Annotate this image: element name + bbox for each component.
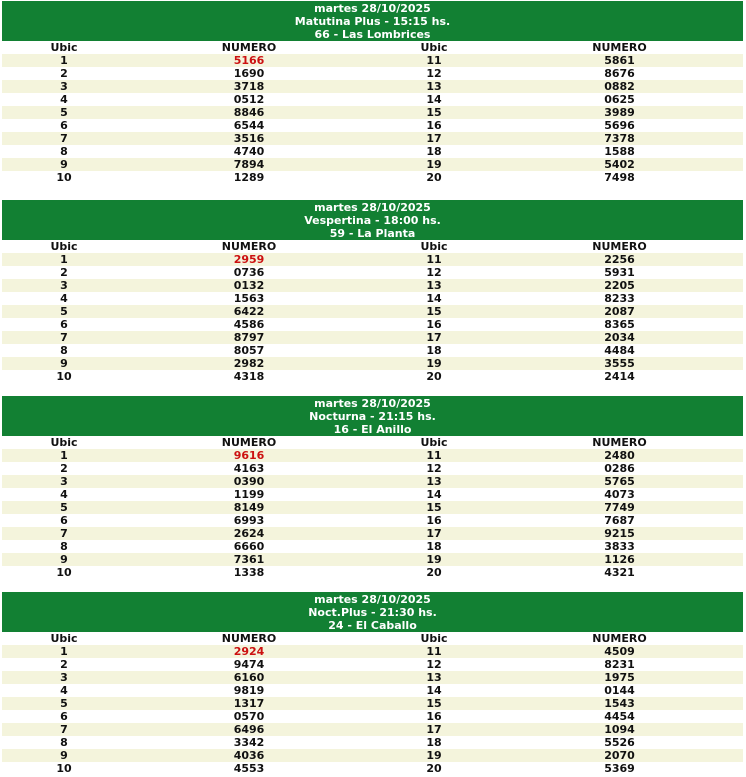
ubic-cell: 2 bbox=[60, 67, 68, 80]
ubic-cell: 3 bbox=[60, 279, 68, 292]
ubic-cell: 6 bbox=[60, 119, 68, 132]
number-cell: 1289 bbox=[233, 171, 265, 184]
result-row bbox=[2, 710, 743, 723]
ubic-cell: 20 bbox=[426, 370, 442, 383]
number-cell: 0286 bbox=[604, 462, 635, 475]
ubic-cell: 2 bbox=[60, 266, 68, 279]
number-cell: 1317 bbox=[233, 697, 265, 710]
ubic-cell: 11 bbox=[426, 253, 442, 266]
ubic-cell: 19 bbox=[426, 357, 442, 370]
result-row bbox=[2, 292, 743, 305]
ubic-cell: 12 bbox=[426, 67, 442, 80]
result-row bbox=[2, 344, 743, 357]
number-cell: 6660 bbox=[233, 540, 265, 553]
number-cell: 3555 bbox=[604, 357, 635, 370]
number-cell: 2256 bbox=[604, 253, 635, 266]
ubic-cell: 19 bbox=[426, 553, 442, 566]
column-header-row bbox=[2, 41, 743, 54]
ubic-cell: 18 bbox=[426, 540, 442, 553]
result-row bbox=[2, 697, 743, 710]
ubic-cell: 8 bbox=[60, 145, 68, 158]
number-cell: 3342 bbox=[233, 736, 265, 749]
ubic-cell: 4 bbox=[60, 488, 68, 501]
ubic-cell: 9 bbox=[60, 553, 68, 566]
ubic-cell: 17 bbox=[426, 132, 442, 145]
ubic-cell: 20 bbox=[426, 762, 442, 775]
number-cell: 2087 bbox=[604, 305, 635, 318]
number-cell: 2070 bbox=[604, 749, 635, 762]
column-header-row bbox=[2, 632, 743, 645]
draw-session: Nocturna - 21:15 hs. bbox=[309, 409, 436, 423]
numero-header: NUMERO bbox=[592, 41, 647, 54]
draw-header bbox=[2, 200, 743, 240]
number-cell: 7687 bbox=[604, 514, 635, 527]
number-cell: 6160 bbox=[233, 671, 265, 684]
result-row bbox=[2, 462, 743, 475]
number-cell: 0882 bbox=[604, 80, 635, 93]
number-cell: 0512 bbox=[233, 93, 265, 106]
ubic-cell: 8 bbox=[60, 540, 68, 553]
result-row bbox=[2, 132, 743, 145]
number-cell: 8846 bbox=[233, 106, 265, 119]
ubic-cell: 9 bbox=[60, 357, 68, 370]
number-cell: 5931 bbox=[604, 266, 635, 279]
ubic-cell: 9 bbox=[60, 749, 68, 762]
ubic-cell: 10 bbox=[56, 171, 72, 184]
ubic-cell: 8 bbox=[60, 344, 68, 357]
ubic-cell: 7 bbox=[60, 527, 68, 540]
number-cell: 0144 bbox=[604, 684, 635, 697]
ubic-cell: 10 bbox=[56, 566, 72, 579]
result-row bbox=[2, 253, 743, 266]
number-cell: 4586 bbox=[233, 318, 265, 331]
number-cell: 2480 bbox=[604, 449, 635, 462]
number-cell: 5402 bbox=[604, 158, 635, 171]
result-row bbox=[2, 501, 743, 514]
draw-date: martes 28/10/2025 bbox=[314, 396, 431, 410]
result-row bbox=[2, 684, 743, 697]
number-cell: 6993 bbox=[233, 514, 265, 527]
ubic-cell: 19 bbox=[426, 158, 442, 171]
ubic-cell: 17 bbox=[426, 331, 442, 344]
draw-table bbox=[2, 396, 743, 579]
ubic-cell: 11 bbox=[426, 54, 442, 67]
result-row bbox=[2, 723, 743, 736]
ubic-cell: 11 bbox=[426, 449, 442, 462]
number-cell: 4321 bbox=[604, 566, 635, 579]
result-row bbox=[2, 266, 743, 279]
draw-session: Vespertina - 18:00 hs. bbox=[304, 213, 441, 227]
ubic-cell: 14 bbox=[426, 93, 442, 106]
ubic-header: Ubic bbox=[50, 41, 78, 54]
column-header-row bbox=[2, 436, 743, 449]
draw-header bbox=[2, 1, 743, 41]
result-row bbox=[2, 762, 743, 775]
ubic-cell: 16 bbox=[426, 514, 442, 527]
draw-winner: 66 - Las Lombrices bbox=[314, 27, 431, 41]
ubic-cell: 4 bbox=[60, 93, 68, 106]
ubic-cell: 7 bbox=[60, 132, 68, 145]
number-cell: 9474 bbox=[233, 658, 265, 671]
draw-header bbox=[2, 396, 743, 436]
result-row bbox=[2, 305, 743, 318]
ubic-cell: 7 bbox=[60, 331, 68, 344]
result-row bbox=[2, 671, 743, 684]
ubic-cell: 16 bbox=[426, 710, 442, 723]
draw-table bbox=[2, 1, 743, 184]
number-cell: 8676 bbox=[604, 67, 635, 80]
result-row bbox=[2, 106, 743, 119]
ubic-cell: 12 bbox=[426, 266, 442, 279]
number-cell: 1094 bbox=[604, 723, 635, 736]
result-row bbox=[2, 736, 743, 749]
ubic-header: Ubic bbox=[50, 436, 78, 449]
ubic-cell: 9 bbox=[60, 158, 68, 171]
ubic-cell: 15 bbox=[426, 501, 442, 514]
ubic-header: Ubic bbox=[50, 632, 78, 645]
ubic-cell: 17 bbox=[426, 527, 442, 540]
first-prize-number: 5166 bbox=[233, 54, 265, 67]
numero-header: NUMERO bbox=[592, 240, 647, 253]
ubic-cell: 5 bbox=[60, 305, 68, 318]
numero-header: NUMERO bbox=[221, 632, 277, 645]
number-cell: 1126 bbox=[604, 553, 635, 566]
result-row bbox=[2, 475, 743, 488]
ubic-cell: 15 bbox=[426, 106, 442, 119]
ubic-cell: 6 bbox=[60, 514, 68, 527]
result-row bbox=[2, 93, 743, 106]
ubic-cell: 18 bbox=[426, 736, 442, 749]
number-cell: 5696 bbox=[604, 119, 635, 132]
number-cell: 4036 bbox=[233, 749, 265, 762]
number-cell: 6544 bbox=[233, 119, 265, 132]
ubic-cell: 15 bbox=[426, 697, 442, 710]
number-cell: 4553 bbox=[233, 762, 265, 775]
ubic-header: Ubic bbox=[420, 632, 448, 645]
draw-header bbox=[2, 592, 743, 632]
number-cell: 4318 bbox=[233, 370, 265, 383]
ubic-header: Ubic bbox=[420, 436, 448, 449]
ubic-cell: 19 bbox=[426, 749, 442, 762]
result-row bbox=[2, 357, 743, 370]
result-row bbox=[2, 54, 743, 67]
number-cell: 3833 bbox=[604, 540, 635, 553]
number-cell: 2982 bbox=[233, 357, 265, 370]
number-cell: 3989 bbox=[604, 106, 635, 119]
number-cell: 6422 bbox=[233, 305, 265, 318]
ubic-cell: 11 bbox=[426, 645, 442, 658]
ubic-cell: 1 bbox=[60, 449, 68, 462]
ubic-cell: 13 bbox=[426, 671, 442, 684]
number-cell: 4740 bbox=[233, 145, 265, 158]
ubic-cell: 3 bbox=[60, 475, 68, 488]
number-cell: 2624 bbox=[233, 527, 265, 540]
ubic-cell: 20 bbox=[426, 566, 442, 579]
number-cell: 1690 bbox=[233, 67, 265, 80]
number-cell: 8797 bbox=[233, 331, 265, 344]
number-cell: 0570 bbox=[233, 710, 265, 723]
number-cell: 3718 bbox=[233, 80, 265, 93]
result-row bbox=[2, 749, 743, 762]
result-row bbox=[2, 488, 743, 501]
ubic-cell: 16 bbox=[426, 119, 442, 132]
ubic-cell: 3 bbox=[60, 80, 68, 93]
number-cell: 1975 bbox=[604, 671, 635, 684]
result-row bbox=[2, 540, 743, 553]
ubic-cell: 3 bbox=[60, 671, 68, 684]
number-cell: 4484 bbox=[604, 344, 635, 357]
result-row bbox=[2, 331, 743, 344]
number-cell: 4509 bbox=[604, 645, 635, 658]
result-row bbox=[2, 119, 743, 132]
numero-header: NUMERO bbox=[592, 436, 647, 449]
draw-winner: 59 - La Planta bbox=[329, 226, 416, 240]
ubic-cell: 12 bbox=[426, 462, 442, 475]
draw-table bbox=[2, 200, 743, 383]
ubic-cell: 4 bbox=[60, 292, 68, 305]
number-cell: 2205 bbox=[604, 279, 635, 292]
first-prize-number: 2924 bbox=[233, 645, 265, 658]
number-cell: 7361 bbox=[233, 553, 265, 566]
number-cell: 8233 bbox=[604, 292, 635, 305]
column-header-row bbox=[2, 240, 743, 253]
number-cell: 6496 bbox=[233, 723, 265, 736]
number-cell: 1563 bbox=[233, 292, 265, 305]
draw-date: martes 28/10/2025 bbox=[314, 200, 431, 214]
ubic-cell: 5 bbox=[60, 106, 68, 119]
ubic-cell: 12 bbox=[426, 658, 442, 671]
first-prize-number: 2959 bbox=[233, 253, 265, 266]
number-cell: 2414 bbox=[604, 370, 635, 383]
ubic-cell: 14 bbox=[426, 292, 442, 305]
ubic-cell: 6 bbox=[60, 710, 68, 723]
ubic-cell: 17 bbox=[426, 723, 442, 736]
number-cell: 3516 bbox=[233, 132, 265, 145]
number-cell: 7749 bbox=[604, 501, 635, 514]
result-row bbox=[2, 645, 743, 658]
number-cell: 5861 bbox=[604, 54, 635, 67]
ubic-header: Ubic bbox=[420, 41, 448, 54]
number-cell: 9215 bbox=[604, 527, 635, 540]
result-row bbox=[2, 171, 743, 184]
ubic-cell: 14 bbox=[426, 488, 442, 501]
number-cell: 0736 bbox=[233, 266, 265, 279]
result-row bbox=[2, 279, 743, 292]
result-row bbox=[2, 318, 743, 331]
number-cell: 0132 bbox=[233, 279, 265, 292]
result-row bbox=[2, 158, 743, 171]
ubic-cell: 1 bbox=[60, 645, 68, 658]
result-row bbox=[2, 553, 743, 566]
draw-winner: 24 - El Caballo bbox=[328, 618, 417, 632]
number-cell: 1199 bbox=[233, 488, 265, 501]
number-cell: 2034 bbox=[604, 331, 635, 344]
ubic-cell: 18 bbox=[426, 145, 442, 158]
number-cell: 5765 bbox=[604, 475, 635, 488]
number-cell: 5526 bbox=[604, 736, 635, 749]
numero-header: NUMERO bbox=[221, 240, 277, 253]
draw-winner: 16 - El Anillo bbox=[333, 422, 412, 436]
ubic-cell: 1 bbox=[60, 253, 68, 266]
ubic-cell: 18 bbox=[426, 344, 442, 357]
ubic-cell: 10 bbox=[56, 762, 72, 775]
number-cell: 0625 bbox=[604, 93, 635, 106]
ubic-cell: 4 bbox=[60, 684, 68, 697]
numero-header: NUMERO bbox=[592, 632, 647, 645]
ubic-cell: 20 bbox=[426, 171, 442, 184]
number-cell: 5369 bbox=[604, 762, 635, 775]
result-row bbox=[2, 67, 743, 80]
result-row bbox=[2, 370, 743, 383]
number-cell: 1543 bbox=[604, 697, 635, 710]
result-row bbox=[2, 514, 743, 527]
ubic-header: Ubic bbox=[50, 240, 78, 253]
draw-session: Matutina Plus - 15:15 hs. bbox=[294, 14, 451, 28]
number-cell: 4073 bbox=[604, 488, 635, 501]
result-row bbox=[2, 80, 743, 93]
ubic-cell: 13 bbox=[426, 475, 442, 488]
number-cell: 7378 bbox=[604, 132, 635, 145]
result-row bbox=[2, 658, 743, 671]
number-cell: 8365 bbox=[604, 318, 635, 331]
number-cell: 7894 bbox=[233, 158, 265, 171]
number-cell: 0390 bbox=[233, 475, 265, 488]
numero-header: NUMERO bbox=[221, 41, 277, 54]
numero-header: NUMERO bbox=[221, 436, 277, 449]
ubic-cell: 7 bbox=[60, 723, 68, 736]
ubic-cell: 10 bbox=[56, 370, 72, 383]
ubic-cell: 2 bbox=[60, 462, 68, 475]
ubic-cell: 8 bbox=[60, 736, 68, 749]
draw-session: Noct.Plus - 21:30 hs. bbox=[308, 605, 437, 619]
number-cell: 8149 bbox=[233, 501, 265, 514]
ubic-cell: 5 bbox=[60, 501, 68, 514]
draw-table bbox=[2, 592, 743, 775]
result-row bbox=[2, 449, 743, 462]
draw-date: martes 28/10/2025 bbox=[314, 1, 431, 15]
ubic-cell: 16 bbox=[426, 318, 442, 331]
number-cell: 8057 bbox=[233, 344, 265, 357]
number-cell: 9819 bbox=[233, 684, 265, 697]
number-cell: 4454 bbox=[604, 710, 635, 723]
result-row bbox=[2, 145, 743, 158]
ubic-cell: 13 bbox=[426, 80, 442, 93]
ubic-cell: 2 bbox=[60, 658, 68, 671]
ubic-cell: 1 bbox=[60, 54, 68, 67]
first-prize-number: 9616 bbox=[233, 449, 265, 462]
ubic-cell: 5 bbox=[60, 697, 68, 710]
number-cell: 1338 bbox=[233, 566, 265, 579]
ubic-cell: 13 bbox=[426, 279, 442, 292]
result-row bbox=[2, 566, 743, 579]
number-cell: 4163 bbox=[233, 462, 265, 475]
ubic-header: Ubic bbox=[420, 240, 448, 253]
number-cell: 8231 bbox=[604, 658, 635, 671]
number-cell: 7498 bbox=[604, 171, 635, 184]
result-row bbox=[2, 527, 743, 540]
number-cell: 1588 bbox=[604, 145, 635, 158]
ubic-cell: 6 bbox=[60, 318, 68, 331]
draw-date: martes 28/10/2025 bbox=[314, 592, 431, 606]
ubic-cell: 14 bbox=[426, 684, 442, 697]
ubic-cell: 15 bbox=[426, 305, 442, 318]
